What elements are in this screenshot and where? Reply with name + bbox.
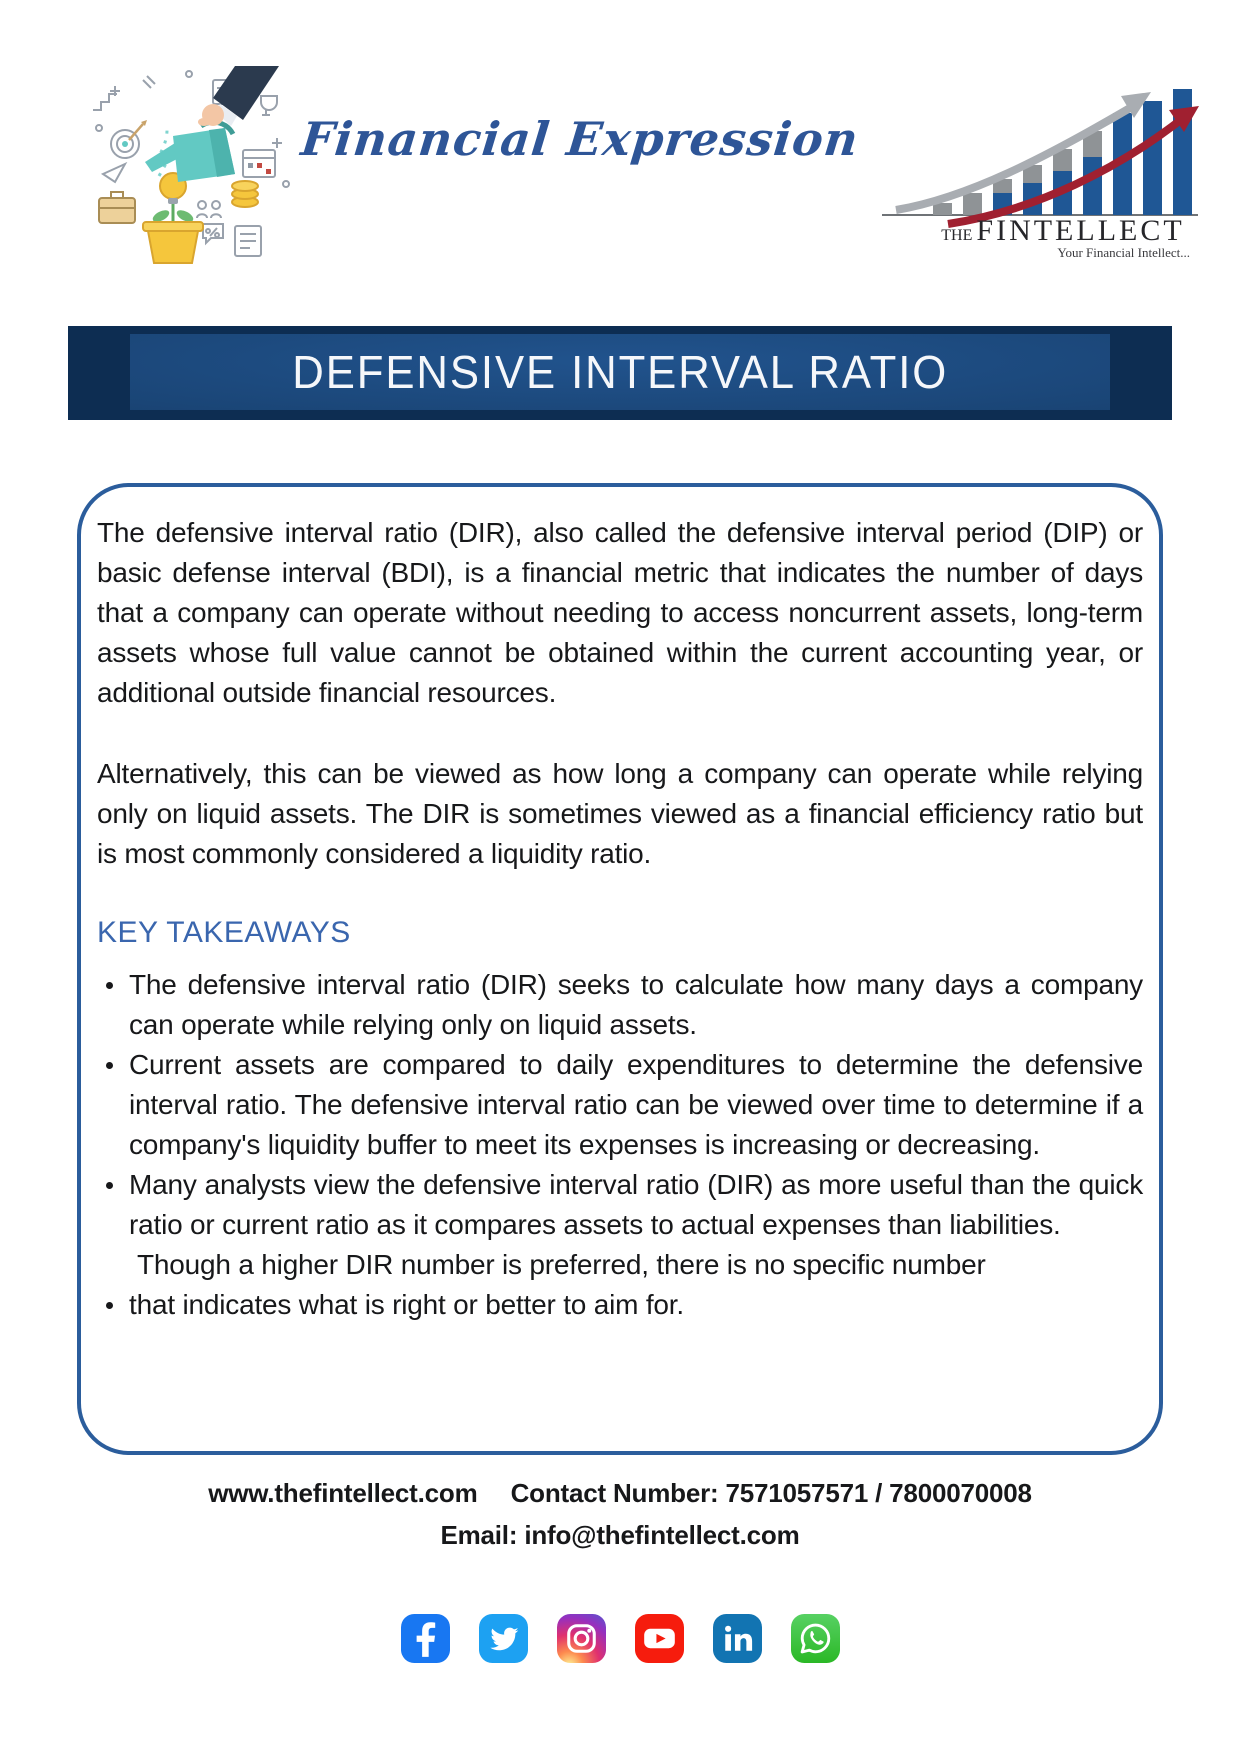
takeaway-item: Many analysts view the defensive interval ratio (DIR) as more useful than the quick ratio or current ratio as it compares assets to actual expenses than liabilities. (97, 1165, 1143, 1245)
fintellect-name: FINTELLECT (976, 214, 1185, 247)
email-label: Email: (440, 1520, 518, 1550)
briefcase-doodle (99, 192, 135, 223)
fintellect-the: THE (941, 227, 973, 244)
svg-text:THE FINTELLECT (941, 214, 1184, 247)
takeaway-item: Current assets are compared to daily expenditures to determine the defensive interval ratio. The defensive interval ratio can be viewed over time to determine if a company's liquidity buffer to meet its expenses is increasing or decreasing. (97, 1045, 1143, 1165)
finance-doodle-logo (85, 66, 297, 268)
fintellect-tagline: Your Financial Intellect... (1057, 245, 1190, 260)
contact-numbers: 7571057571 / 7800070008 (725, 1478, 1032, 1508)
email-address: info@thefintellect.com (524, 1520, 800, 1550)
takeaway-item: that indicates what is right or better to aim for. (97, 1285, 1143, 1325)
website-url: www.thefintellect.com (208, 1478, 478, 1508)
contact-line (0, 1478, 1240, 1509)
title-banner-inner (130, 334, 1110, 410)
contact-number-label: Contact Number: (510, 1478, 719, 1508)
article-box (77, 483, 1163, 1455)
fintellect-logo (878, 88, 1204, 263)
article-paragraph: Alternatively, this can be viewed as how long a company can operate while relying only on liquid assets. The DIR is sometimes viewed as a financial efficiency ratio but is most commonly considered a liquidity ratio. (97, 758, 1143, 869)
whatsapp-icon[interactable] (791, 1614, 840, 1663)
takeaway-item: The defensive interval ratio (DIR) seeks to calculate how many days a company can operate while relying only on liquid assets. (97, 965, 1143, 1045)
social-icons-row (0, 1614, 1240, 1663)
article-paragraph: The defensive interval ratio (DIR), also called the defensive interval period (DIP) or basic defense interval (BDI), is a financial metric that indicates the number of days that a company can operate without needing to access noncurrent assets, long-term assets whose full value cannot be obtained within the current accounting year, or additional outside financial resources. (97, 517, 1143, 708)
brand-script-title: Financial Expression (298, 112, 862, 166)
key-takeaways-heading: KEY TAKEAWAYS (97, 916, 351, 949)
coins-doodle (232, 181, 258, 207)
email-line (0, 1520, 1240, 1551)
linkedin-icon[interactable] (713, 1614, 762, 1663)
target-doodle (111, 120, 147, 158)
calendar-doodle (243, 150, 275, 177)
bulb-plant-doodle (143, 173, 203, 263)
title-banner (68, 326, 1172, 420)
takeaway-item: Though a higher DIR number is preferred, there is no specific number (137, 1249, 986, 1280)
youtube-icon[interactable] (635, 1614, 684, 1663)
twitter-icon[interactable] (479, 1614, 528, 1663)
instagram-icon[interactable] (557, 1614, 606, 1663)
page-title: DEFENSIVE INTERVAL RATIO (292, 346, 948, 398)
facebook-icon[interactable] (401, 1614, 450, 1663)
takeaways-list (97, 965, 1143, 1325)
